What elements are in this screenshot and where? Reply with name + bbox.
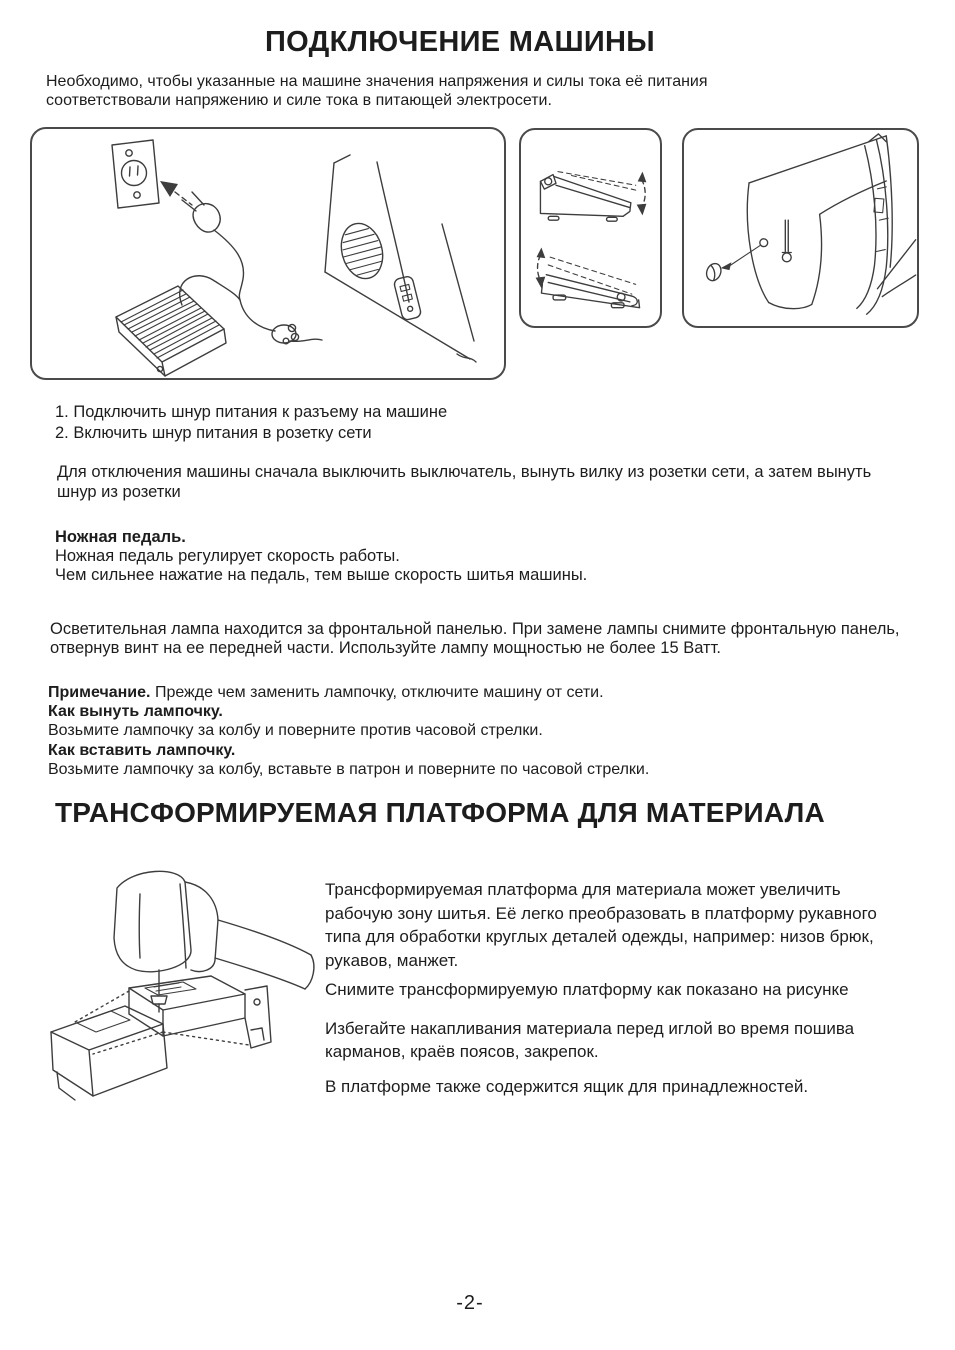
pedal-heading: Ножная педаль. xyxy=(55,528,186,546)
step-2: 2. Включить шнур питания в розетку сети xyxy=(55,423,372,442)
disconnect-paragraph: Для отключения машины сначала выключить выключатель, вынуть вилку из розетки сети, а затем вынуть шнур из розетки xyxy=(57,463,872,501)
figure-power-connection xyxy=(30,127,506,380)
removable-platform-illustration xyxy=(33,860,321,1118)
platform-paragraph-3: Избегайте накапливания материала перед иглой во время пошива карманов, краёв поясов, закрепок. xyxy=(325,1018,855,1061)
note-heading: Примечание. xyxy=(48,684,151,701)
lamp-note-block xyxy=(48,683,649,779)
foot-pedal-operation-illustration xyxy=(521,130,660,326)
connection-steps xyxy=(55,402,447,443)
screw-icon xyxy=(704,246,760,283)
power-plug-icon xyxy=(182,192,244,300)
machine-body-edge xyxy=(749,136,916,297)
lamp-icon xyxy=(782,220,791,262)
figure-foot-pedal xyxy=(519,128,662,328)
platform-paragraph-4: В платформе также содержится ящик для принадлежностей. xyxy=(325,1076,809,1096)
platform-paragraph-2: Снимите трансформируемую платформу как показано на рисунке xyxy=(325,980,849,999)
lamp-paragraph: Осветительная лампа находится за фронтальной панелью. При замене лампы снимите фронтальную панель, отвернув винт на ее передней части. Используйте лампу мощностью не более 15 Ватт. xyxy=(50,620,900,657)
screw-hole-icon xyxy=(760,239,768,247)
vent-grille-icon xyxy=(335,219,388,283)
front-panel-screw-illustration xyxy=(684,130,917,326)
arrow-to-outlet-icon xyxy=(160,181,192,205)
wall-outlet-icon xyxy=(112,140,159,208)
page-title: ПОДКЛЮЧЕНИЕ МАШИНЫ xyxy=(265,26,655,58)
free-arm-icon xyxy=(129,976,245,1036)
insert-lamp-heading: Как вставить лампочку. xyxy=(48,741,236,759)
note-text: Прежде чем заменить лампочку, отключите машину от сети. xyxy=(154,684,604,701)
pedal-raised-view-icon xyxy=(540,172,646,222)
pedal-line-1: Ножная педаль регулирует скорость работы. xyxy=(55,547,400,565)
foot-pedal-icon xyxy=(116,286,226,376)
figure-front-panel xyxy=(682,128,919,328)
foot-pedal-block xyxy=(55,528,587,585)
cord-connector-icon xyxy=(272,324,299,343)
figure-platform-removal xyxy=(33,860,321,1118)
machine-side-icon xyxy=(325,155,476,362)
pedal-line-2: Чем сильнее нажатие на педаль, тем выше скорость шитья машины. xyxy=(55,566,588,584)
take-up-strap-icon xyxy=(857,134,888,314)
intro-paragraph: Необходимо, чтобы указанные на машине значения напряжения и силы тока её питания соответствовали напряжению и силе тока в питающей электросети. xyxy=(46,73,708,109)
section2-title: ТРАНСФОРМИРУЕМАЯ ПЛАТФОРМА ДЛЯ МАТЕРИАЛА xyxy=(55,797,825,828)
remove-lamp-text: Возьмите лампочку за колбу и поверните против часовой стрелки. xyxy=(48,722,543,740)
remove-lamp-heading: Как вынуть лампочку. xyxy=(48,703,223,721)
power-connection-illustration xyxy=(32,129,504,378)
mount-bracket-icon xyxy=(245,986,271,1048)
page-number: -2- xyxy=(456,1292,484,1314)
pedal-pressed-view-icon xyxy=(536,247,640,307)
note-line xyxy=(48,683,649,702)
platform-text-column xyxy=(325,878,910,1104)
insert-lamp-text: Возьмите лампочку за колбу, вставьте в патрон и поверните по часовой стрелки. xyxy=(48,760,650,778)
machine-head-icon xyxy=(114,871,314,989)
step-1: 1. Подключить шнур питания к разъему на машине xyxy=(55,403,448,421)
accessory-box-icon xyxy=(51,1006,167,1100)
platform-paragraph-1: Трансформируемая платформа для материала может увеличить рабочую зону шитья. Её легко преобразовать в платформу рукавного типа для обработки круглых деталей одежды, например: низов брюк, рукавов, манжет. xyxy=(325,880,877,970)
